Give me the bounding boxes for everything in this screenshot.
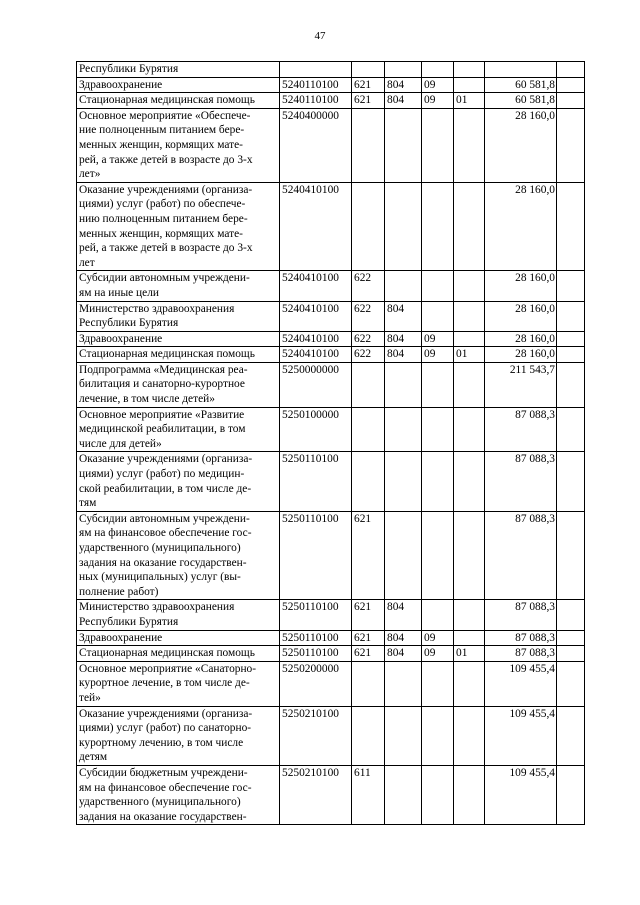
row-name-cell: [77, 182, 280, 271]
subsection-text: 01: [456, 348, 468, 361]
expense-type-cell: [352, 706, 385, 765]
ministry-code-cell: [385, 661, 422, 706]
target-code-text: 5250210100: [282, 766, 339, 779]
row-name-cell: [77, 452, 280, 511]
amount-text: 211 543,7: [509, 363, 555, 376]
target-code-text: 5250200000: [282, 662, 339, 675]
row-name-cell: [77, 62, 280, 78]
ministry-code-cell: [385, 646, 422, 662]
ministry-code-text: 804: [387, 302, 405, 315]
amount-cell: [485, 407, 557, 452]
section-text: 09: [424, 94, 436, 107]
amount-text: 109 455,4: [509, 766, 555, 779]
amount-cell: [485, 93, 557, 109]
ministry-code-cell: [385, 600, 422, 630]
ministry-code-cell: [385, 108, 422, 182]
target-code-cell: [280, 765, 352, 824]
target-code-cell: [280, 347, 352, 363]
target-code-cell: [280, 271, 352, 301]
row-name-cell: [77, 77, 280, 93]
ministry-code-text: 804: [387, 647, 405, 660]
section-text: 09: [424, 78, 436, 91]
ministry-code-cell: [385, 452, 422, 511]
row-name-cell: [77, 362, 280, 407]
section-cell: [422, 62, 454, 78]
expense-type-text: 621: [354, 647, 372, 660]
expense-type-cell: [352, 407, 385, 452]
subsection-cell: [454, 301, 485, 331]
empty-cell: [557, 108, 585, 182]
section-text: 09: [424, 348, 436, 361]
row-name-cell: [77, 108, 280, 182]
empty-cell: [557, 182, 585, 271]
subsection-text: 01: [456, 647, 468, 660]
empty-cell: [557, 511, 585, 600]
row-name-cell: [77, 331, 280, 347]
amount-text: 28 160,0: [515, 348, 555, 361]
target-code-text: 5250110100: [282, 453, 339, 466]
expense-type-text: 622: [354, 332, 372, 345]
row-name-text: Стационарная медицинская помощь: [79, 647, 255, 660]
expense-type-cell: [352, 108, 385, 182]
row-name-cell: [77, 661, 280, 706]
amount-cell: [485, 646, 557, 662]
row-name-cell: [77, 347, 280, 363]
ministry-code-cell: [385, 407, 422, 452]
ministry-code-text: 804: [387, 94, 405, 107]
row-name-text: Министерство здравоохранения Республики Бурятия: [79, 302, 235, 330]
section-cell: [422, 182, 454, 271]
subsection-cell: [454, 511, 485, 600]
expense-type-cell: [352, 362, 385, 407]
subsection-cell: [454, 452, 485, 511]
target-code-text: 5250100000: [282, 408, 339, 421]
target-code-text: 5240410100: [282, 348, 339, 361]
subsection-cell: [454, 93, 485, 109]
target-code-cell: [280, 630, 352, 646]
target-code-text: 5240400000: [282, 109, 339, 122]
ministry-code-text: 804: [387, 78, 405, 91]
amount-cell: [485, 362, 557, 407]
row-name-cell: [77, 301, 280, 331]
amount-cell: [485, 765, 557, 824]
target-code-text: 5250110100: [282, 631, 339, 644]
empty-cell: [557, 706, 585, 765]
expense-type-cell: [352, 646, 385, 662]
table-row: [77, 630, 585, 646]
target-code-cell: [280, 646, 352, 662]
empty-cell: [557, 452, 585, 511]
expense-type-text: 621: [354, 94, 372, 107]
amount-cell: [485, 600, 557, 630]
row-name-text: Оказание учреждениями (организа- циями) услуг (работ) по обеспече- нию полноценным питанием бере- менных женщин, кормящих мате- рей, а также детей в возрасте до 3-х лет: [79, 183, 253, 269]
section-cell: [422, 661, 454, 706]
subsection-cell: [454, 271, 485, 301]
table-row: [77, 77, 585, 93]
row-name-cell: [77, 93, 280, 109]
expense-type-text: 622: [354, 348, 372, 361]
amount-text: 87 088,3: [515, 408, 555, 421]
expense-type-cell: [352, 93, 385, 109]
expense-type-cell: [352, 600, 385, 630]
subsection-cell: [454, 347, 485, 363]
target-code-text: 5240410100: [282, 272, 339, 285]
target-code-cell: [280, 93, 352, 109]
empty-cell: [557, 646, 585, 662]
ministry-code-cell: [385, 630, 422, 646]
expense-type-text: 622: [354, 272, 372, 285]
amount-cell: [485, 301, 557, 331]
ministry-code-cell: [385, 93, 422, 109]
table-row: [77, 62, 585, 78]
subsection-cell: [454, 661, 485, 706]
empty-cell: [557, 271, 585, 301]
row-name-text: Оказание учреждениями (организа- циями) услуг (работ) по медицин- ской реабилитации, в том числе де- тям: [79, 453, 253, 510]
row-name-text: Субсидии автономным учреждени- ям на иные цели: [79, 272, 250, 299]
amount-cell: [485, 77, 557, 93]
target-code-text: 5250110100: [282, 647, 339, 660]
row-name-cell: [77, 765, 280, 824]
target-code-text: 5250210100: [282, 707, 339, 720]
row-name-text: Субсидии автономным учреждени- ям на финансовое обеспечение гос- ударственного (муниципального) задания на оказание государствен- ных (муниципальных) услуг (вы- полнение работ): [79, 512, 252, 598]
empty-cell: [557, 630, 585, 646]
ministry-code-cell: [385, 511, 422, 600]
expense-type-text: 622: [354, 302, 372, 315]
target-code-text: 5240410100: [282, 302, 339, 315]
amount-cell: [485, 511, 557, 600]
ministry-code-text: 804: [387, 348, 405, 361]
section-cell: [422, 347, 454, 363]
amount-cell: [485, 271, 557, 301]
subsection-cell: [454, 600, 485, 630]
amount-cell: [485, 182, 557, 271]
subsection-cell: [454, 407, 485, 452]
target-code-text: 5240110100: [282, 94, 339, 107]
row-name-text: Субсидии бюджетным учреждени- ям на финансовое обеспечение гос- ударственного (муниципального) задания на оказание государствен-: [79, 766, 252, 823]
target-code-text: 5240110100: [282, 78, 339, 91]
ministry-code-cell: [385, 182, 422, 271]
empty-cell: [557, 347, 585, 363]
expense-type-cell: [352, 765, 385, 824]
table-row: [77, 706, 585, 765]
target-code-cell: [280, 600, 352, 630]
budget-table: [76, 61, 585, 825]
table-row: [77, 765, 585, 824]
row-name-text: Республики Бурятия: [79, 63, 179, 75]
amount-text: 28 160,0: [515, 332, 555, 345]
target-code-text: 5240410100: [282, 332, 339, 345]
table-row: [77, 407, 585, 452]
target-code-text: 5250110100: [282, 601, 339, 614]
amount-text: 87 088,3: [515, 601, 555, 614]
amount-text: 87 088,3: [515, 512, 555, 525]
ministry-code-text: 804: [387, 332, 405, 345]
target-code-cell: [280, 511, 352, 600]
row-name-text: Оказание учреждениями (организа- циями) услуг (работ) по санаторно- курортному лечению, в том числе детям: [79, 707, 253, 764]
amount-cell: [485, 630, 557, 646]
subsection-cell: [454, 77, 485, 93]
row-name-cell: [77, 511, 280, 600]
target-code-cell: [280, 407, 352, 452]
empty-cell: [557, 600, 585, 630]
target-code-cell: [280, 706, 352, 765]
expense-type-cell: [352, 661, 385, 706]
amount-cell: [485, 62, 557, 78]
row-name-cell: [77, 600, 280, 630]
subsection-cell: [454, 182, 485, 271]
row-name-text: Основное мероприятие «Развитие медицинской реабилитации, в том числе для детей»: [79, 408, 246, 450]
expense-type-cell: [352, 331, 385, 347]
amount-text: 28 160,0: [515, 272, 555, 285]
target-code-cell: [280, 362, 352, 407]
table-row: [77, 108, 585, 182]
expense-type-cell: [352, 182, 385, 271]
section-cell: [422, 407, 454, 452]
section-cell: [422, 706, 454, 765]
amount-cell: [485, 347, 557, 363]
table-row: [77, 661, 585, 706]
table-row: [77, 347, 585, 363]
amount-text: 60 581,8: [515, 94, 555, 107]
table-row: [77, 511, 585, 600]
amount-text: 109 455,4: [509, 662, 555, 675]
table-row: [77, 301, 585, 331]
expense-type-cell: [352, 347, 385, 363]
section-cell: [422, 511, 454, 600]
target-code-cell: [280, 62, 352, 78]
ministry-code-text: 804: [387, 601, 405, 614]
section-cell: [422, 452, 454, 511]
target-code-text: 5250000000: [282, 363, 339, 376]
amount-text: 28 160,0: [515, 109, 555, 122]
subsection-cell: [454, 706, 485, 765]
section-cell: [422, 331, 454, 347]
row-name-text: Основное мероприятие «Санаторно- курортное лечение, в том числе де- тей»: [79, 662, 257, 704]
table-row: [77, 182, 585, 271]
section-cell: [422, 600, 454, 630]
section-cell: [422, 93, 454, 109]
empty-cell: [557, 362, 585, 407]
table-row: [77, 93, 585, 109]
row-name-text: Основное мероприятие «Обеспече- ние полноценным питанием бере- менных женщин, кормящих мате- рей, а также детей в возрасте до 3-х лет»: [79, 109, 253, 181]
subsection-cell: [454, 362, 485, 407]
table-row: [77, 271, 585, 301]
table-row: [77, 331, 585, 347]
ministry-code-cell: [385, 706, 422, 765]
amount-text: 87 088,3: [515, 453, 555, 466]
empty-cell: [557, 661, 585, 706]
amount-cell: [485, 108, 557, 182]
target-code-cell: [280, 301, 352, 331]
amount-cell: [485, 706, 557, 765]
expense-type-text: 621: [354, 512, 372, 525]
row-name-cell: [77, 407, 280, 452]
subsection-cell: [454, 331, 485, 347]
ministry-code-cell: [385, 271, 422, 301]
ministry-code-cell: [385, 77, 422, 93]
table-row: [77, 600, 585, 630]
target-code-cell: [280, 182, 352, 271]
expense-type-cell: [352, 62, 385, 78]
row-name-text: Министерство здравоохранения Республики Бурятия: [79, 601, 235, 628]
amount-text: 60 581,8: [515, 78, 555, 91]
expense-type-cell: [352, 511, 385, 600]
empty-cell: [557, 331, 585, 347]
empty-cell: [557, 77, 585, 93]
ministry-code-cell: [385, 765, 422, 824]
expense-type-cell: [352, 301, 385, 331]
expense-type-text: 621: [354, 601, 372, 614]
ministry-code-cell: [385, 362, 422, 407]
row-name-cell: [77, 646, 280, 662]
target-code-cell: [280, 661, 352, 706]
table-row: [77, 452, 585, 511]
ministry-code-cell: [385, 347, 422, 363]
row-name-cell: [77, 271, 280, 301]
section-cell: [422, 301, 454, 331]
amount-cell: [485, 331, 557, 347]
amount-cell: [485, 661, 557, 706]
section-text: 09: [424, 647, 436, 660]
empty-cell: [557, 301, 585, 331]
target-code-text: 5250110100: [282, 512, 339, 525]
row-name-cell: [77, 630, 280, 646]
section-cell: [422, 362, 454, 407]
section-cell: [422, 630, 454, 646]
expense-type-text: 621: [354, 631, 372, 644]
subsection-cell: [454, 62, 485, 78]
row-name-text: Здравоохранение: [79, 78, 163, 91]
section-text: 09: [424, 631, 436, 644]
row-name-cell: [77, 706, 280, 765]
expense-type-cell: [352, 271, 385, 301]
section-cell: [422, 271, 454, 301]
row-name-text: Стационарная медицинская помощь: [79, 94, 255, 107]
table-row: [77, 646, 585, 662]
amount-cell: [485, 452, 557, 511]
target-code-cell: [280, 452, 352, 511]
subsection-text: 01: [456, 94, 468, 107]
expense-type-text: 611: [354, 766, 371, 779]
expense-type-cell: [352, 77, 385, 93]
section-cell: [422, 108, 454, 182]
empty-cell: [557, 407, 585, 452]
ministry-code-cell: [385, 331, 422, 347]
amount-text: 87 088,3: [515, 647, 555, 660]
amount-text: 87 088,3: [515, 631, 555, 644]
amount-text: 28 160,0: [515, 183, 555, 196]
table-row: [77, 362, 585, 407]
ministry-code-cell: [385, 301, 422, 331]
section-cell: [422, 77, 454, 93]
row-name-text: Стационарная медицинская помощь: [79, 348, 255, 361]
expense-type-cell: [352, 630, 385, 646]
ministry-code-text: 804: [387, 631, 405, 644]
ministry-code-cell: [385, 62, 422, 78]
empty-cell: [557, 93, 585, 109]
amount-text: 28 160,0: [515, 302, 555, 315]
subsection-cell: [454, 646, 485, 662]
target-code-cell: [280, 108, 352, 182]
expense-type-text: 621: [354, 78, 372, 91]
empty-cell: [557, 62, 585, 78]
row-name-text: Здравоохранение: [79, 631, 163, 644]
subsection-cell: [454, 108, 485, 182]
row-name-text: Здравоохранение: [79, 332, 163, 345]
target-code-cell: [280, 77, 352, 93]
expense-type-cell: [352, 452, 385, 511]
table-body: [77, 62, 585, 825]
target-code-cell: [280, 331, 352, 347]
target-code-text: 5240410100: [282, 183, 339, 196]
empty-cell: [557, 765, 585, 824]
subsection-cell: [454, 630, 485, 646]
row-name-text: Подпрограмма «Медицинская реа- билитация и санаторно-курортное лечение, в том числе детей»: [79, 363, 248, 406]
section-text: 09: [424, 332, 436, 345]
amount-text: 109 455,4: [509, 707, 555, 720]
section-cell: [422, 765, 454, 824]
section-cell: [422, 646, 454, 662]
page-number: 47: [314, 30, 326, 42]
subsection-cell: [454, 765, 485, 824]
